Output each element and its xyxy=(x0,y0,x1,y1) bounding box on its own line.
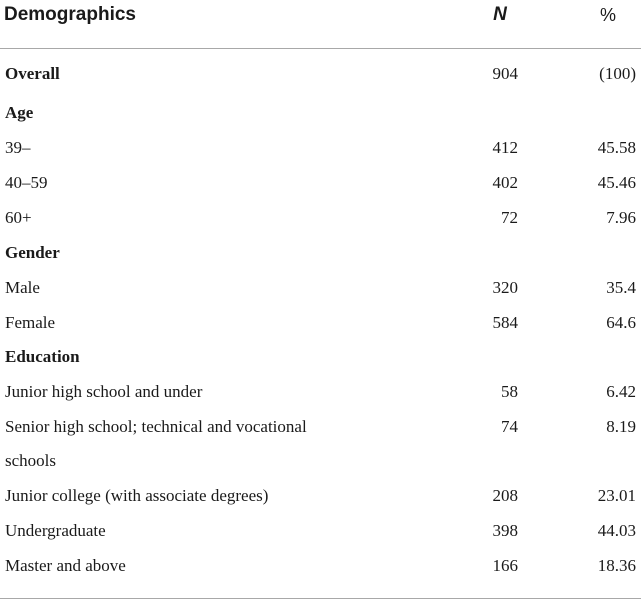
row-label: 60+ xyxy=(5,208,32,227)
section-label: Education xyxy=(5,347,80,366)
row-n: 904 xyxy=(492,64,518,83)
header-n: N xyxy=(493,4,507,25)
row-percent: 8.19 xyxy=(606,417,636,436)
row-percent: 6.42 xyxy=(606,382,636,401)
table-header-row xyxy=(0,0,641,48)
row-label: Senior high school; technical and vocational xyxy=(5,417,307,436)
row-label-continued: schools xyxy=(5,451,56,470)
header-divider xyxy=(0,48,641,49)
row-n: 412 xyxy=(492,138,518,157)
row-percent: (100) xyxy=(599,64,636,83)
row-label: 39– xyxy=(5,138,31,157)
row-percent: 45.58 xyxy=(597,138,636,157)
row-label: Junior college (with associate degrees) xyxy=(5,486,269,505)
row-label: Overall xyxy=(5,64,60,83)
table-bottom-divider xyxy=(0,598,641,599)
section-label: Gender xyxy=(5,243,60,262)
row-n: 398 xyxy=(492,521,518,540)
row-n: 166 xyxy=(492,556,518,575)
row-n: 208 xyxy=(492,486,518,505)
header-demographics: Demographics xyxy=(4,4,136,25)
section-label: Age xyxy=(5,103,34,122)
row-n: 402 xyxy=(492,173,518,192)
row-percent: 64.6 xyxy=(606,313,636,332)
row-label: Undergraduate xyxy=(5,521,106,540)
row-label: Male xyxy=(5,278,40,297)
header-percent: % xyxy=(599,5,616,25)
row-percent: 35.4 xyxy=(606,278,636,297)
row-percent: 45.46 xyxy=(597,173,636,192)
row-percent: 44.03 xyxy=(597,521,636,540)
row-n: 584 xyxy=(492,313,518,332)
row-label: Master and above xyxy=(5,556,126,575)
row-percent: 23.01 xyxy=(597,486,636,505)
row-label: 40–59 xyxy=(5,173,48,192)
row-percent: 18.36 xyxy=(597,556,636,575)
row-label: Junior high school and under xyxy=(5,382,203,401)
row-n: 58 xyxy=(501,382,518,401)
row-n: 74 xyxy=(501,417,518,436)
row-percent: 7.96 xyxy=(606,208,636,227)
row-label: Female xyxy=(5,313,56,332)
row-n: 320 xyxy=(492,278,518,297)
row-n: 72 xyxy=(501,208,518,227)
